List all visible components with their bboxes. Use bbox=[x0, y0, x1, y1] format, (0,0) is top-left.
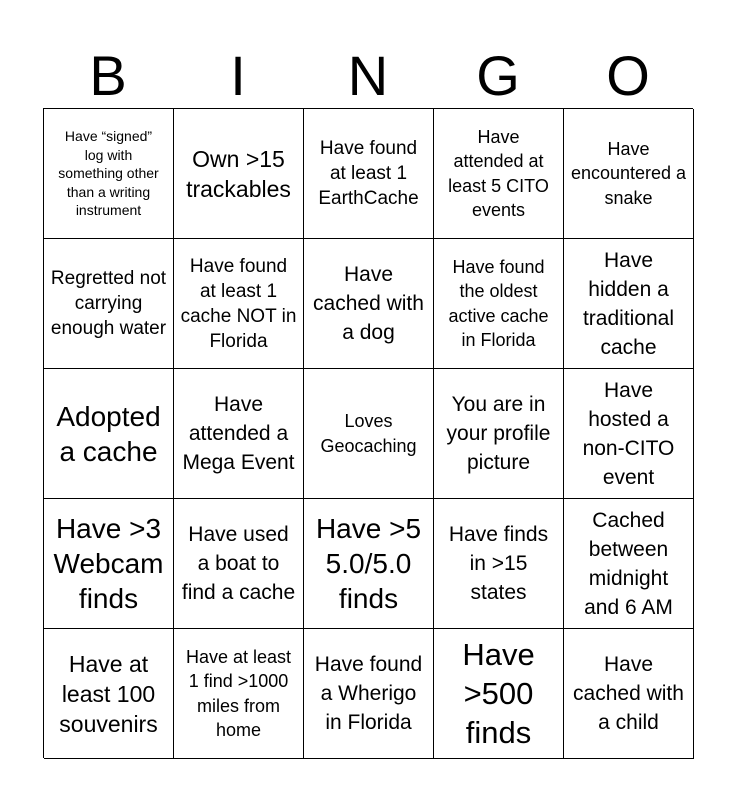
cell-text: Have cached with a dog bbox=[313, 263, 424, 344]
bingo-cell-r3-c3-free[interactable] bbox=[304, 369, 434, 499]
bingo-cell-r5-c5[interactable] bbox=[564, 629, 694, 759]
bingo-cell-r3-c5[interactable] bbox=[564, 369, 694, 499]
cell-text: Have >500 finds bbox=[462, 637, 535, 750]
cell-text: Have finds in >15 states bbox=[448, 523, 549, 604]
cell-text: Cached between midnight and 6 AM bbox=[584, 508, 673, 619]
bingo-cell-r1-c4[interactable] bbox=[434, 109, 564, 239]
cell-text: Have hosted a non-CITO event bbox=[582, 378, 675, 489]
header-letter-g: G bbox=[476, 44, 520, 107]
bingo-cell-r4-c5[interactable] bbox=[564, 499, 694, 629]
cell-text: Have at least 1 find >1000 miles from home bbox=[185, 646, 292, 740]
cell-text: Have encountered a snake bbox=[570, 138, 687, 208]
bingo-cell-r2-c5[interactable] bbox=[564, 239, 694, 369]
bingo-cell-r5-c2[interactable] bbox=[174, 629, 304, 759]
cell-text: Own >15 trackables bbox=[186, 145, 291, 202]
cell-text: Loves Geocaching bbox=[320, 411, 417, 456]
cell-text: Have attended at least 5 CITO events bbox=[448, 126, 549, 220]
cell-text: Have found at least 1 cache NOT in Florida bbox=[180, 255, 297, 352]
bingo-cell-r3-c4[interactable] bbox=[434, 369, 564, 499]
cell-text: Have >5 5.0/5.0 finds bbox=[315, 513, 422, 614]
header-letter-o: O bbox=[606, 44, 650, 107]
header-letter-b: B bbox=[89, 44, 127, 107]
cell-text: Regretted not carrying enough water bbox=[50, 268, 167, 339]
bingo-cell-r2-c4[interactable] bbox=[434, 239, 564, 369]
bingo-cell-r2-c3[interactable] bbox=[304, 239, 434, 369]
cell-text: Have “signed” log with something other than a writing instrument bbox=[58, 128, 159, 219]
cell-text: Have used a boat to find a cache bbox=[181, 523, 296, 604]
cell-text: Have cached with a child bbox=[573, 653, 684, 734]
cell-text: Have >3 Webcam finds bbox=[53, 513, 164, 614]
bingo-cell-r4-c2[interactable] bbox=[174, 499, 304, 629]
cell-text: You are in your profile picture bbox=[446, 393, 551, 474]
bingo-cell-r1-c1[interactable] bbox=[44, 109, 174, 239]
cell-text: Have hidden a traditional cache bbox=[582, 248, 675, 359]
bingo-cell-r5-c4[interactable] bbox=[434, 629, 564, 759]
cell-text: Have found the oldest active cache in Florida bbox=[448, 256, 549, 350]
header-letter-n: N bbox=[347, 44, 389, 107]
bingo-cell-r1-c5[interactable] bbox=[564, 109, 694, 239]
cell-text: Have at least 100 souvenirs bbox=[59, 650, 158, 737]
bingo-cell-r5-c3[interactable] bbox=[304, 629, 434, 759]
header-letter-i: I bbox=[230, 44, 246, 107]
bingo-cell-r2-c2[interactable] bbox=[174, 239, 304, 369]
bingo-grid bbox=[43, 108, 693, 758]
cell-text: Have found a Wherigo in Florida bbox=[314, 653, 423, 734]
bingo-cell-r2-c1[interactable] bbox=[44, 239, 174, 369]
cell-text: Adopted a cache bbox=[56, 400, 161, 467]
bingo-cell-r4-c1[interactable] bbox=[44, 499, 174, 629]
bingo-cell-r1-c3[interactable] bbox=[304, 109, 434, 239]
cell-text: Have attended a Mega Event bbox=[182, 393, 295, 474]
bingo-cell-r5-c1[interactable] bbox=[44, 629, 174, 759]
bingo-cell-r3-c1[interactable] bbox=[44, 369, 174, 499]
bingo-header bbox=[43, 44, 693, 108]
bingo-cell-r4-c4[interactable] bbox=[434, 499, 564, 629]
bingo-cell-r4-c3[interactable] bbox=[304, 499, 434, 629]
bingo-cell-r3-c2[interactable] bbox=[174, 369, 304, 499]
cell-text: Have found at least 1 EarthCache bbox=[318, 138, 419, 209]
bingo-cell-r1-c2[interactable] bbox=[174, 109, 304, 239]
